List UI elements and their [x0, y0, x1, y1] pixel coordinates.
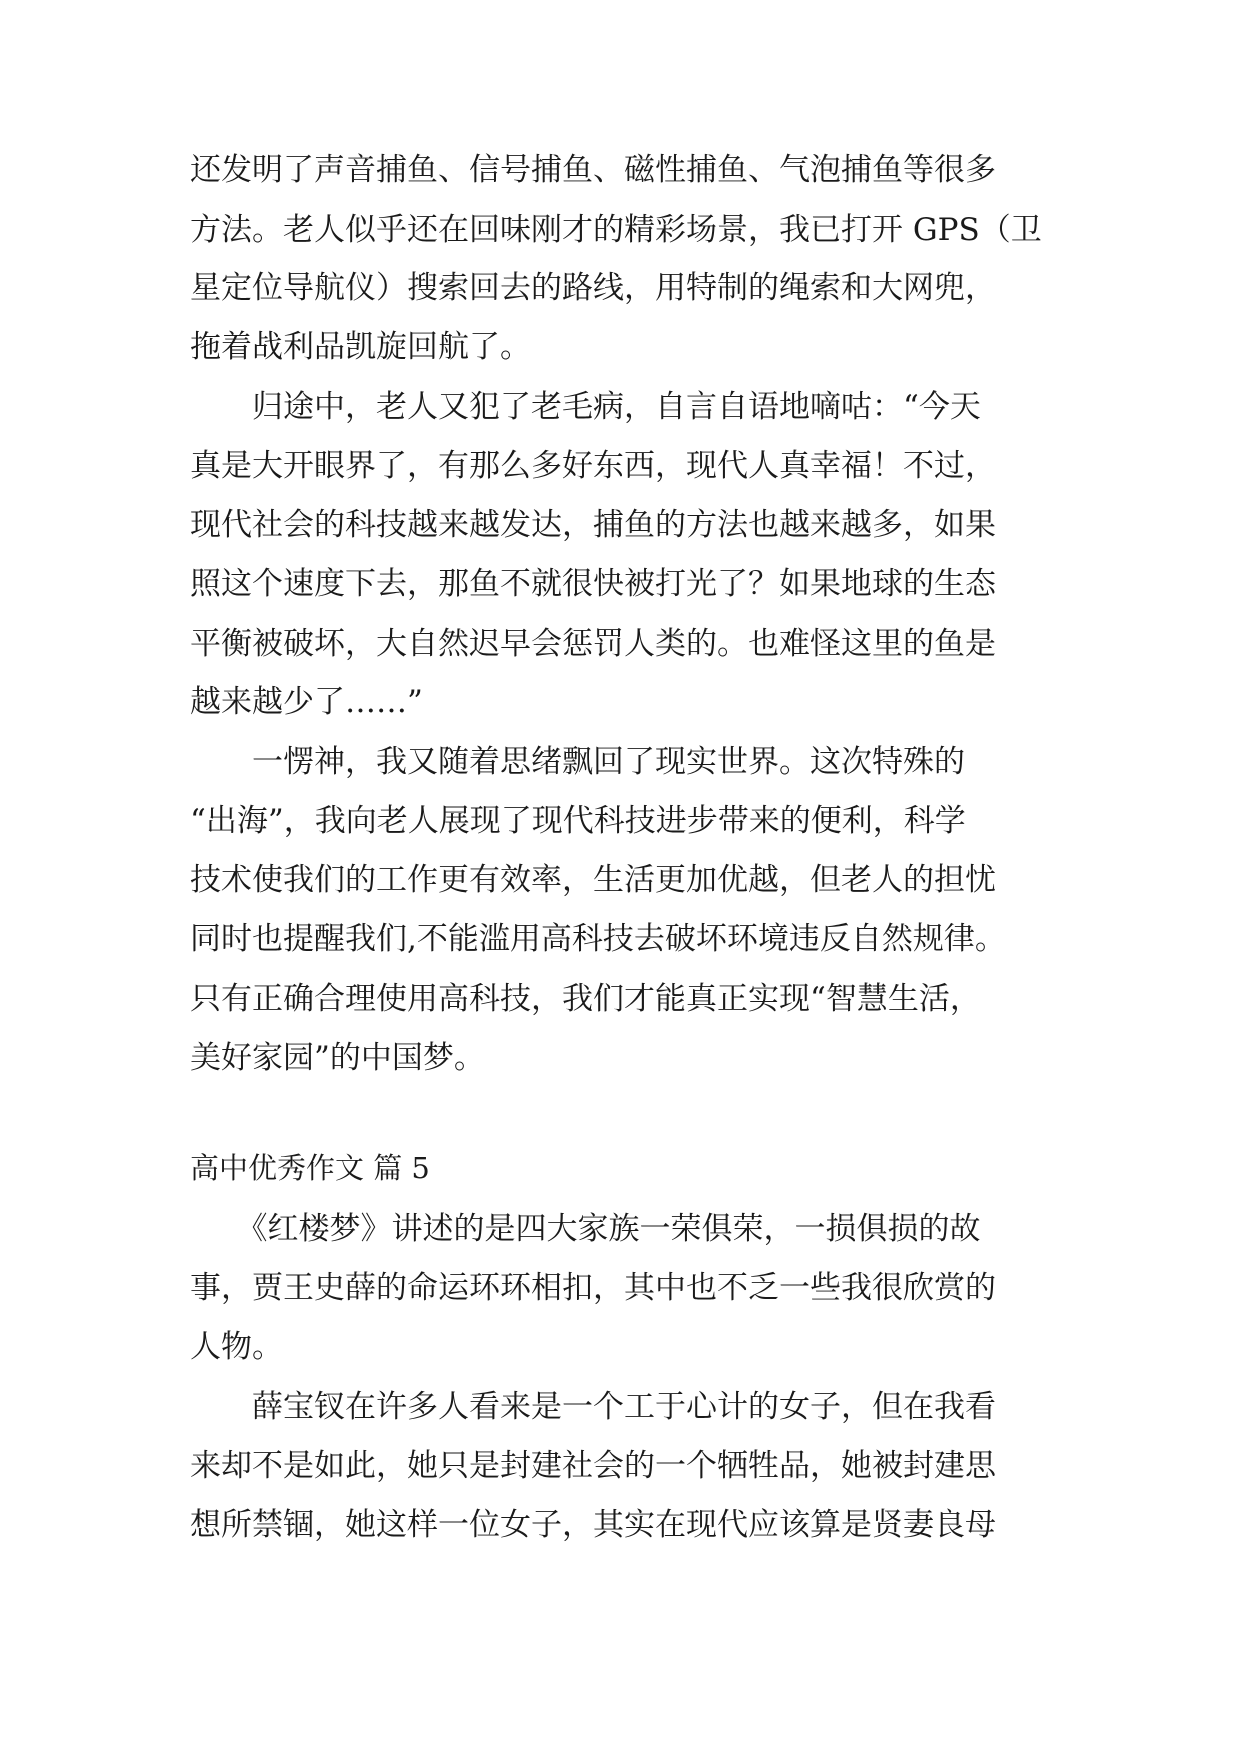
body-line: 还发明了声音捕鱼、信号捕鱼、磁性捕鱼、气泡捕鱼等很多: [190, 152, 996, 188]
body-line: 同时也提醒我们,不能滥用高科技去破坏环境违反自然规律。: [190, 921, 1006, 957]
body-line: 来却不是如此，她只是封建社会的一个牺牲品，她被封建思: [190, 1448, 996, 1484]
body-line: 只有正确合理使用高科技，我们才能真正实现“智慧生活，: [190, 981, 981, 1017]
body-line: 照这个速度下去，那鱼不就很快被打光了？如果地球的生态: [190, 566, 996, 602]
body-line: 薛宝钗在许多人看来是一个工于心计的女子，但在我看: [190, 1389, 996, 1425]
body-line: 平衡被破坏，大自然迟早会惩罚人类的。也难怪这里的鱼是: [190, 626, 996, 662]
section-heading: 高中优秀作文 篇 5: [190, 1151, 430, 1185]
body-line: 拖着战利品凯旋回航了。: [190, 329, 531, 365]
body-line: 方法。老人似乎还在回味刚才的精彩场景，我已打开 GPS（卫: [190, 212, 1042, 248]
body-line: 《红楼梦》讲述的是四大家族一荣俱荣，一损俱损的故: [190, 1211, 981, 1247]
body-line: 星定位导航仪）搜索回去的路线，用特制的绳索和大网兜，: [190, 270, 996, 306]
body-line: 一愣神，我又随着思绪飘回了现实世界。这次特殊的: [190, 744, 965, 780]
body-line: 美好家园”的中国梦。: [190, 1040, 485, 1076]
body-line: 越来越少了……”: [190, 684, 423, 720]
body-line: 事，贾王史薛的命运环环相扣，其中也不乏一些我很欣赏的: [190, 1270, 996, 1306]
body-line: 现代社会的科技越来越发达，捕鱼的方法也越来越多，如果: [190, 507, 996, 543]
body-line: 归途中，老人又犯了老毛病，自言自语地嘀咕：“今天: [190, 389, 981, 425]
body-line: 真是大开眼界了，有那么多好东西，现代人真幸福！不过，: [190, 448, 996, 484]
body-line: “出海”，我向老人展现了现代科技进步带来的便利，科学: [190, 803, 966, 839]
body-line: 人物。: [190, 1329, 283, 1365]
body-line: 想所禁锢，她这样一位女子，其实在现代应该算是贤妻良母: [190, 1507, 996, 1543]
body-line: 技术使我们的工作更有效率，生活更加优越，但老人的担忧: [190, 862, 996, 898]
